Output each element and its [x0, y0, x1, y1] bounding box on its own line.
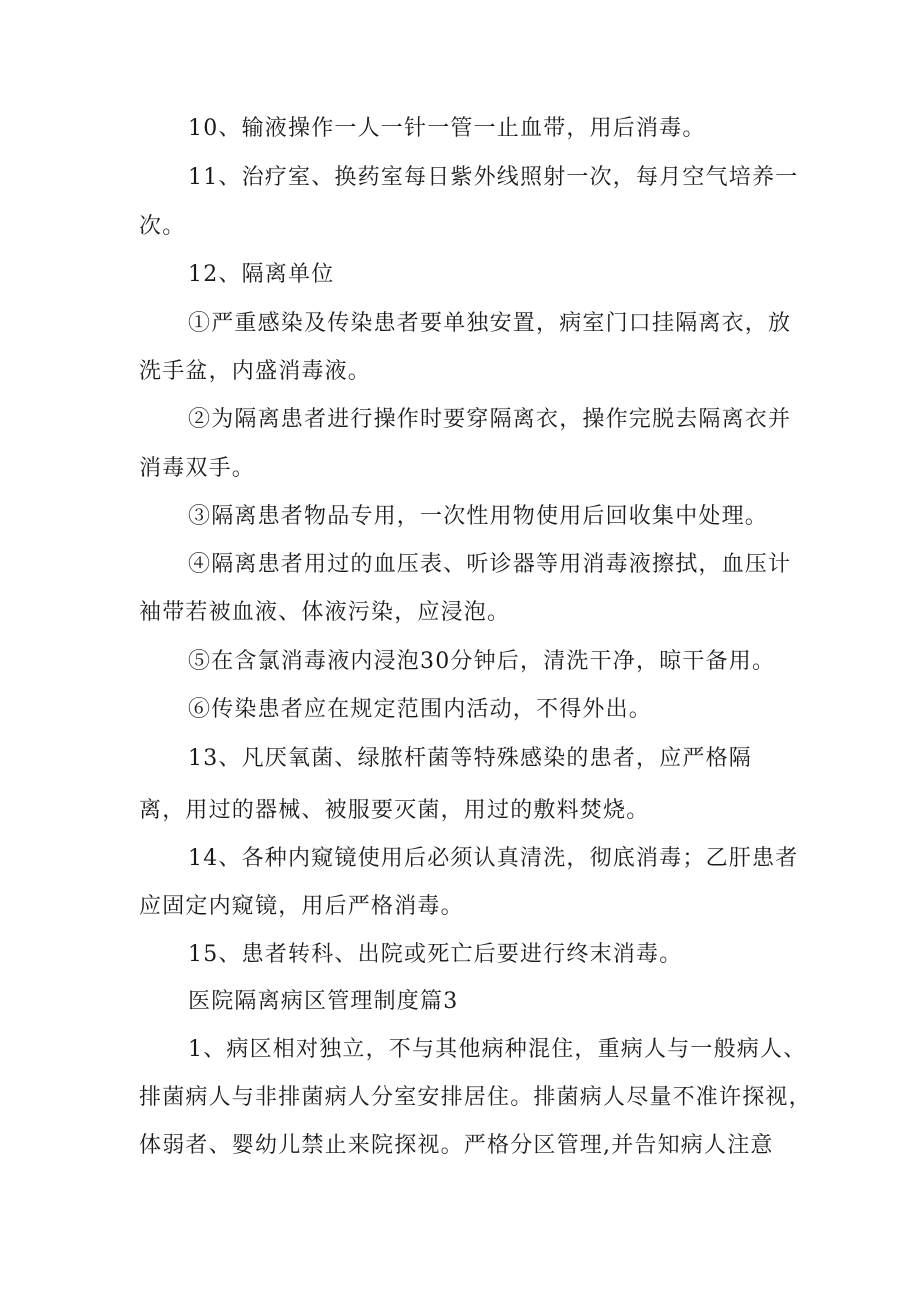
text-line-5: ①严重感染及传染患者要单独安置，病室门口挂隔离衣，放 — [188, 311, 792, 336]
text-line-14: 13、凡厌氧菌、绿脓杆菌等特殊感染的患者，应严格隔 — [188, 746, 752, 771]
text-line-2: 11、治疗室、换药室每日紫外线照射一次，每月空气培养一 — [188, 165, 799, 190]
text-line-13: ⑥传染患者应在规定范围内活动，不得外出。 — [188, 697, 653, 722]
text-line-7: ②为隔离患者进行操作时要穿隔离衣，操作完脱去隔离衣并 — [188, 407, 792, 432]
text-line-22: 体弱者、婴幼儿禁止来院探视。严格分区管理,并告知病人注意 — [139, 1133, 774, 1158]
text-line-10: ④隔离患者用过的血压表、听诊器等用消毒液擦拭，血压计 — [188, 552, 792, 577]
text-line-17: 应固定内窥镜，用后严格消毒。 — [139, 894, 464, 919]
text-line-1: 10、输液操作一人一针一管一止血带，用后消毒。 — [188, 116, 706, 141]
text-line-12: ⑤在含氯消毒液内浸泡30分钟后，清洗干净，晾干备用。 — [188, 649, 776, 674]
text-line-18: 15、患者转科、出院或死亡后要进行终末消毒。 — [188, 942, 683, 967]
text-line-8: 消毒双手。 — [139, 456, 256, 481]
text-line-6: 洗手盆，内盛消毒液。 — [139, 359, 372, 384]
text-line-11: 袖带若被血液、体液污染，应浸泡。 — [139, 600, 511, 625]
text-line-20: 1、病区相对独立，不与其他病种混住，重病人与一般病人、 — [188, 1037, 807, 1062]
section-heading: 医院隔离病区管理制度篇3 — [188, 989, 459, 1014]
text-line-9: ③隔离患者物品专用，一次性用物使用后回收集中处理。 — [188, 504, 769, 529]
text-line-21: 排菌病人与非排菌病人分室安排居住。排菌病人尽量不准许探视， — [139, 1085, 812, 1110]
text-line-15: 离，用过的器械、被服要灭菌，用过的敷料焚烧。 — [139, 798, 650, 823]
text-line-4: 12、隔离单位 — [188, 262, 335, 287]
text-line-16: 14、各种内窥镜使用后必须认真清洗，彻底消毒；乙肝患者 — [188, 846, 799, 871]
text-line-3: 次。 — [139, 214, 186, 239]
